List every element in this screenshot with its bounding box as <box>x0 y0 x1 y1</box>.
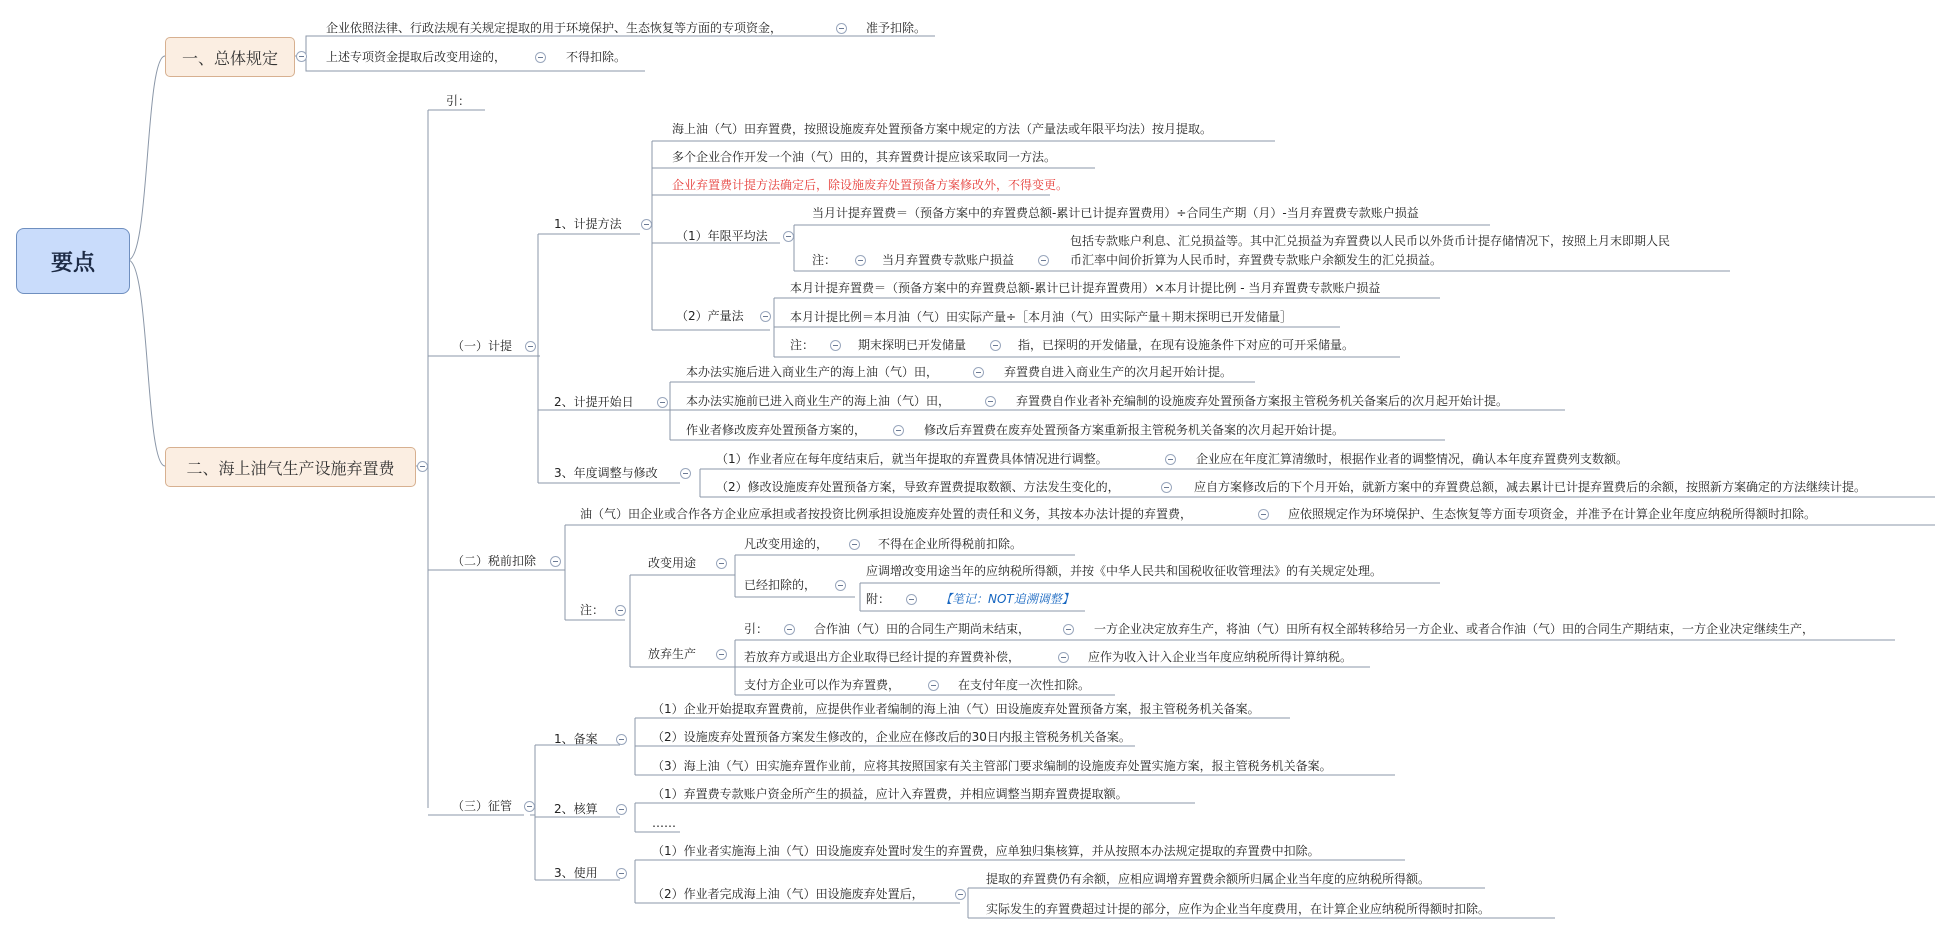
start-rule-c1: 作业者修改废弃处置预备方案的， <box>686 423 867 437</box>
method-rule-a: 海上油（气）田弃置费，按照设施废弃处置预备方案中规定的方法（产量法或年限平均法）按月提取。 <box>672 122 1213 136</box>
collapse-icon[interactable] <box>716 649 727 660</box>
change-use-a2: 不得在企业所得税前扣除。 <box>878 537 1023 551</box>
intro-label: 引： <box>446 94 471 108</box>
accounting-rule-a: （1）弃置费专款账户资金所产生的损益，应计入弃置费，并相应调整当期弃置费提取额。 <box>652 787 1128 801</box>
abandon-production-node[interactable]: 放弃生产 <box>648 647 697 661</box>
jiti-node[interactable]: （一）计提 <box>452 339 513 353</box>
straight-line-note-value-2: 币汇率中间价折算为人民币时，弃置费专款账户余额发生的汇兑损益。 <box>1070 253 1443 267</box>
pretax-note-label: 注： <box>580 603 605 617</box>
method-rule-b: 多个企业合作开发一个油（气）田的，其弃置费计提应该采取同一方法。 <box>672 150 1057 164</box>
start-rule-b1: 本办法实施前已进入商业生产的海上油（气）田， <box>686 394 951 408</box>
collapse-icon[interactable] <box>615 605 626 616</box>
collapse-icon[interactable] <box>296 51 307 62</box>
collapse-icon[interactable] <box>760 311 771 322</box>
accounting-node[interactable]: 2、核算 <box>554 802 598 816</box>
annual-rule-b2: 应自方案修改后的下个月开始，就新方案中的弃置费总额，减去累计已计提弃置费后的余额，按照新方案确定的方法继续计提。 <box>1194 480 1867 494</box>
start-rule-c2: 修改后弃置费在废弃处置预备方案重新报主管税务机关备案的次月起开始计提。 <box>924 423 1345 437</box>
pretax-main-result: 应依照规定作为环境保护、生态恢复等方面专项资金，并准予在计算企业年度应纳税所得额时扣除。 <box>1288 507 1817 521</box>
collapse-icon[interactable] <box>535 52 546 63</box>
collapse-icon[interactable] <box>784 624 795 635</box>
straight-line-formula: 当月计提弃置费＝（预备方案中的弃置费总额-累计已计提弃置费用）÷合同生产期（月）-当月弃置费专款账户损益 <box>812 206 1419 220</box>
filing-rule-b: （2）设施废弃处置预备方案发生修改的，企业应在修改后的30日内报主管税务机关备案。 <box>652 730 1131 744</box>
sec1-rule-2-text: 上述专项资金提取后改变用途的， <box>326 50 507 64</box>
output-note-key: 期末探明已开发储量 <box>858 338 967 352</box>
section-1-node[interactable]: 一、总体规定 <box>165 37 295 77</box>
collapse-icon[interactable] <box>1063 624 1074 635</box>
abandon-intro-2: 一方企业决定放弃生产，将油（气）田所有权全部转移给另一方企业、或者合作油（气）田的合同生产期结束，一方企业决定继续生产， <box>1094 622 1815 636</box>
annual-adjust-node[interactable]: 3、年度调整与修改 <box>554 466 658 480</box>
change-use-a1: 凡改变用途的， <box>744 537 829 551</box>
sec1-rule-1-text: 企业依照法律、行政法规有关规定提取的用于环境保护、生态恢复等方面的专项资金， <box>326 21 783 35</box>
collapse-icon[interactable] <box>1258 509 1269 520</box>
straight-line-note-label: 注： <box>812 253 837 267</box>
straight-line-node[interactable]: （1）年限平均法 <box>676 229 768 243</box>
output-note-value: 指，已探明的开发储量，在现有设施条件下对应的可开采储量。 <box>1018 338 1355 352</box>
collapse-icon[interactable] <box>985 396 996 407</box>
collapse-icon[interactable] <box>680 468 691 479</box>
start-rule-b2: 弃置费自作业者补充编制的设施废弃处置预备方案报主管税务机关备案后的次月起开始计提。 <box>1016 394 1509 408</box>
pretax-node[interactable]: （二）税前扣除 <box>452 554 537 568</box>
annual-rule-a2: 企业应在年度汇算清缴时，根据作业者的调整情况，确认本年度弃置费列支数额。 <box>1196 452 1629 466</box>
annual-rule-b1: （2）修改设施废弃处置预备方案，导致弃置费提取数额、方法发生变化的， <box>716 480 1120 494</box>
collapse-icon[interactable] <box>550 556 561 567</box>
abandon-rule-b2: 应作为收入计入企业当年度应纳税所得计算纳税。 <box>1088 650 1353 664</box>
usage-rule-b1: 提取的弃置费仍有余额，应相应调增弃置费余额所归属企业当年度的应纳税所得额。 <box>986 872 1431 886</box>
already-deducted-rule: 应调增改变用途当年的应纳税所得额，并按《中华人民共和国税收征收管理法》的有关规定处理。 <box>866 564 1383 578</box>
abandon-rule-b1: 若放弃方或退出方企业取得已经计提的弃置费补偿， <box>744 650 1021 664</box>
accounting-ellipsis: …… <box>652 816 676 830</box>
collapse-icon[interactable] <box>830 340 841 351</box>
collapse-icon[interactable] <box>893 425 904 436</box>
start-date-node[interactable]: 2、计提开始日 <box>554 395 634 409</box>
collapse-icon[interactable] <box>1165 454 1176 465</box>
collapse-icon[interactable] <box>1038 255 1049 266</box>
annual-rule-a1: （1）作业者应在每年度结束后，就当年提取的弃置费具体情况进行调整。 <box>716 452 1108 466</box>
usage-rule-b: （2）作业者完成海上油（气）田设施废弃处置后， <box>652 887 924 901</box>
filing-node[interactable]: 1、备案 <box>554 732 598 746</box>
filing-rule-c: （3）海上油（气）田实施弃置作业前，应将其按照国家有关主管部门要求编制的设施废弃处置实施方案，报主管税务机关备案。 <box>652 759 1332 773</box>
filing-rule-a: （1）企业开始提取弃置费前，应提供作业者编制的海上油（气）田设施废弃处置预备方案，报主管税务机关备案。 <box>652 702 1260 716</box>
collapse-icon[interactable] <box>524 801 535 812</box>
collapse-icon[interactable] <box>525 341 536 352</box>
start-rule-a2: 弃置费自进入商业生产的次月起开始计提。 <box>1004 365 1233 379</box>
collapse-icon[interactable] <box>783 231 794 242</box>
start-rule-a1: 本办法实施后进入商业生产的海上油（气）田， <box>686 365 939 379</box>
collapse-icon[interactable] <box>906 594 917 605</box>
collapse-icon[interactable] <box>928 680 939 691</box>
collapse-icon[interactable] <box>955 889 966 900</box>
collapse-icon[interactable] <box>973 367 984 378</box>
sec1-rule-2-result: 不得扣除。 <box>566 50 627 64</box>
collapse-icon[interactable] <box>990 340 1001 351</box>
output-formula-1: 本月计提弃置费＝（预备方案中的弃置费总额-累计已计提弃置费用）×本月计提比例 - 当月弃置费专款账户损益 <box>790 281 1381 295</box>
output-formula-2: 本月计提比例＝本月油（气）田实际产量÷［本月油（气）田实际产量＋期末探明已开发储量］ <box>790 310 1293 324</box>
abandon-intro-label: 引： <box>744 622 769 636</box>
abandon-rule-c2: 在支付年度一次性扣除。 <box>958 678 1091 692</box>
sec1-rule-1-result: 准予扣除。 <box>866 21 927 35</box>
collapse-icon[interactable] <box>716 558 727 569</box>
section-2-node[interactable]: 二、海上油气生产设施弃置费 <box>165 447 416 487</box>
collapse-icon[interactable] <box>616 804 627 815</box>
collapse-icon[interactable] <box>836 23 847 34</box>
output-method-node[interactable]: （2）产量法 <box>676 309 744 323</box>
abandon-rule-c1: 支付方企业可以作为弃置费， <box>744 678 901 692</box>
straight-line-note-value-1: 包括专款账户利息、汇兑损益等。其中汇兑损益为弃置费以人民币以外货币计提存储情况下，按照上月末即期人民 <box>1070 234 1671 248</box>
collapse-icon[interactable] <box>417 461 428 472</box>
method-node[interactable]: 1、计提方法 <box>554 217 622 231</box>
method-rule-c: 企业弃置费计提方法确定后，除设施废弃处置预备方案修改外，不得变更。 <box>672 178 1069 192</box>
pretax-main-text: 油（气）田企业或合作各方企业应承担或者按投资比例承担设施废弃处置的责任和义务，其按本办法计提的弃置费， <box>580 507 1193 521</box>
change-use-node[interactable]: 改变用途 <box>648 556 697 570</box>
output-note-label: 注： <box>790 338 815 352</box>
straight-line-note-key: 当月弃置费专款账户损益 <box>882 253 1015 267</box>
collapse-icon[interactable] <box>1161 482 1172 493</box>
already-deducted-label: 已经扣除的， <box>744 578 817 592</box>
collapse-icon[interactable] <box>849 539 860 550</box>
usage-rule-a: （1）作业者实施海上油（气）田设施废弃处置时发生的弃置费，应单独归集核算，并从按照本办法规定提取的弃置费中扣除。 <box>652 844 1320 858</box>
usage-node[interactable]: 3、使用 <box>554 866 598 880</box>
collapse-icon[interactable] <box>641 219 652 230</box>
usage-rule-b2: 实际发生的弃置费超过计提的部分，应作为企业当年度费用，在计算企业应纳税所得额时扣除。 <box>986 902 1491 916</box>
collapse-icon[interactable] <box>657 397 668 408</box>
collapse-icon[interactable] <box>616 734 627 745</box>
collapse-icon[interactable] <box>1058 652 1069 663</box>
collapse-icon[interactable] <box>616 868 627 879</box>
collapse-icon[interactable] <box>835 580 846 591</box>
administration-node[interactable]: （三）征管 <box>452 799 513 813</box>
collapse-icon[interactable] <box>855 255 866 266</box>
root-node[interactable]: 要点 <box>16 228 130 294</box>
attachment-label: 附： <box>866 592 891 606</box>
abandon-intro-1: 合作油（气）田的合同生产期尚未结束， <box>814 622 1031 636</box>
note-annotation[interactable]: 【笔记：NOT追溯调整】 <box>940 592 1074 606</box>
